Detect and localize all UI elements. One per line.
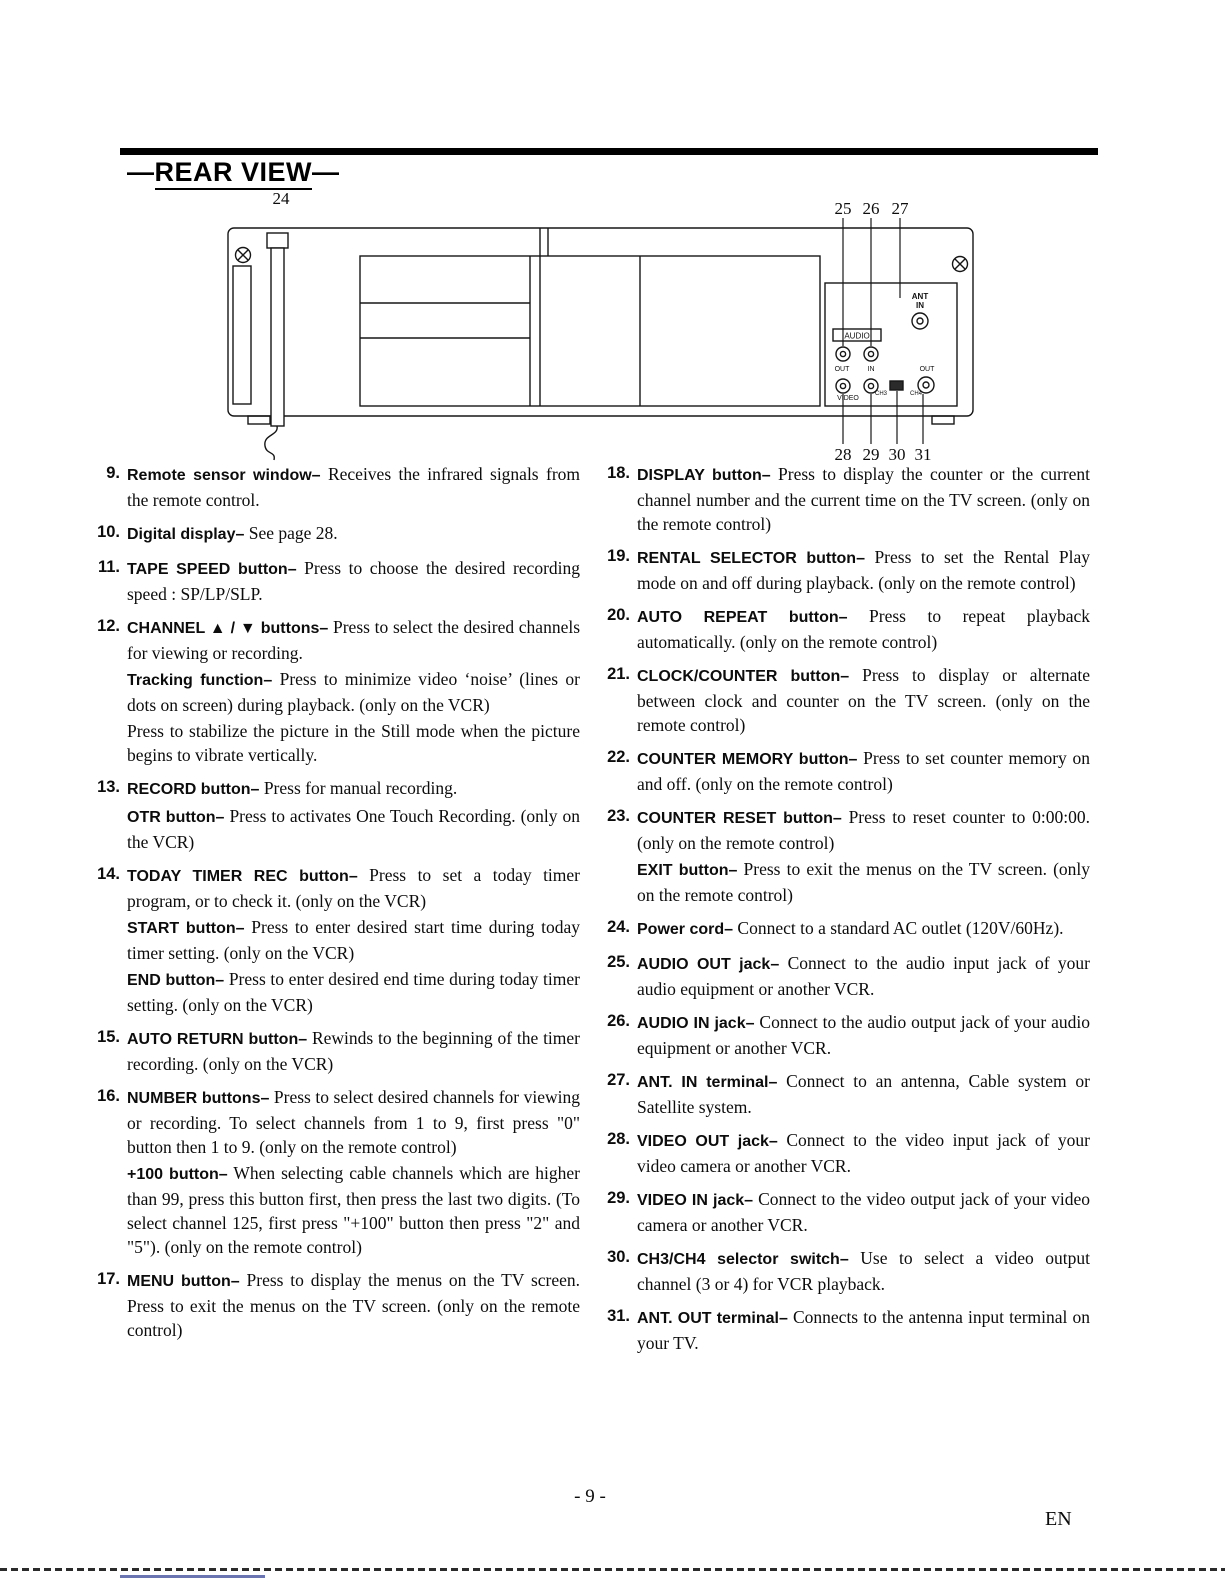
item-text: Receives the infrared signals from the remote control. (127, 464, 581, 510)
item-paragraphs (127, 556, 580, 606)
item-paragraphs (127, 1026, 580, 1076)
item-text: Press to stabilize the picture in the Still mode when the picture begins to vibrate vertically. (127, 721, 580, 765)
item-text: Press to exit the menus on the TV screen. (only on the remote control) (637, 859, 1091, 905)
item-paragraph (637, 1069, 1090, 1119)
item-paragraphs (637, 746, 1090, 796)
item-paragraphs (637, 1010, 1090, 1060)
label-out-right: OUT (919, 366, 935, 373)
item-lead: CH3/CH4 selector switch– (637, 1251, 849, 1268)
item-text: Connect to the audio output jack of your audio equipment or another VCR. (637, 1012, 1091, 1058)
item-paragraphs (637, 1246, 1090, 1296)
item-paragraph (127, 719, 580, 767)
item-lead: OTR button– (127, 809, 225, 826)
ch3-ch4-switch (890, 381, 903, 390)
item-paragraph (127, 776, 580, 802)
item-paragraph (127, 1026, 580, 1076)
item-number: 28. (607, 1130, 630, 1148)
item-paragraph (637, 857, 1090, 907)
item-lead: DISPLAY button– (637, 467, 771, 484)
item-lead: Power cord– (637, 921, 734, 938)
item-paragraphs (127, 615, 580, 767)
item-paragraphs (637, 951, 1090, 1001)
item-paragraphs (637, 1069, 1090, 1119)
item-number: 22. (607, 748, 630, 766)
item-lead: AUTO RETURN button– (127, 1031, 308, 1048)
item-number: 14. (97, 865, 120, 883)
item-paragraph (637, 1246, 1090, 1296)
item-lead: COUNTER MEMORY button– (637, 751, 858, 768)
item-paragraph (127, 667, 580, 717)
item-paragraphs (637, 604, 1090, 654)
left-column (86, 462, 580, 1351)
item-text: Connect to the video output jack of your video camera or another VCR. (637, 1189, 1090, 1235)
item-lead: TODAY TIMER REC button– (127, 868, 358, 885)
item-paragraphs (637, 1187, 1090, 1237)
label-audio: AUDIO (844, 331, 870, 341)
item-lead: COUNTER RESET button– (637, 810, 842, 827)
list-item (596, 805, 1090, 907)
list-item (596, 1128, 1090, 1178)
list-item (86, 615, 580, 767)
callout-26: 26 (862, 199, 880, 218)
item-paragraph (637, 916, 1090, 942)
item-paragraph (637, 604, 1090, 654)
list-item (596, 1305, 1090, 1355)
list-item (596, 951, 1090, 1001)
item-number: 26. (607, 1012, 630, 1030)
item-lead: RENTAL SELECTOR button– (637, 550, 865, 567)
page-number: - 9 - (574, 1486, 606, 1507)
item-text: Press to display the menus on the TV screen. Press to exit the menus on the TV screen. (only on the remote control) (127, 1270, 581, 1340)
list-item (86, 776, 580, 854)
language-marker: EN (1045, 1508, 1072, 1530)
item-paragraph (127, 967, 580, 1017)
item-paragraph (637, 462, 1090, 536)
item-paragraphs (127, 863, 580, 1017)
item-text: Connect to the video input jack of your video camera or another VCR. (637, 1130, 1091, 1176)
item-number: 13. (97, 778, 120, 796)
item-number: 18. (607, 464, 630, 482)
list-item (596, 916, 1090, 942)
list-item (596, 746, 1090, 796)
item-lead: MENU button– (127, 1273, 240, 1290)
item-text: Press to select the desired channels for viewing or recording. (127, 617, 581, 663)
item-text: See page 28. (248, 523, 338, 543)
list-item (86, 1026, 580, 1076)
item-lead: END button– (127, 972, 225, 989)
power-cord (265, 233, 288, 460)
item-paragraph (127, 1268, 580, 1342)
callout-29: 29 (862, 445, 880, 464)
item-paragraph (637, 746, 1090, 796)
label-audio-in: IN (867, 366, 875, 373)
callout-30: 30 (888, 445, 906, 464)
item-paragraph (127, 615, 580, 665)
item-lead: Remote sensor window– (127, 467, 321, 484)
callout-24: 24 (272, 189, 290, 208)
item-text: Press to repeat playback automatically. (only on the remote control) (637, 606, 1091, 652)
item-text: Press to choose the desired recording speed : SP/LP/SLP. (127, 558, 581, 604)
label-ant: ANT (911, 292, 929, 301)
list-item (596, 1246, 1090, 1296)
item-lead: NUMBER buttons– (127, 1090, 270, 1107)
right-column (596, 462, 1090, 1364)
item-text: Press to reset counter to 0:00:00. (only on the remote control) (637, 807, 1090, 853)
list-item (86, 1268, 580, 1342)
item-lead: VIDEO IN jack– (637, 1192, 754, 1209)
item-paragraphs (637, 462, 1090, 536)
item-text: Press to set a today timer program, or to check it. (only on the VCR) (127, 865, 580, 911)
item-paragraphs (637, 663, 1090, 737)
item-paragraphs (637, 545, 1090, 595)
item-paragraphs (637, 916, 1090, 942)
callout-27: 27 (891, 199, 909, 218)
rear-view-diagram (120, 188, 1000, 470)
label-ant-in: IN (916, 301, 924, 310)
item-text: Use to select a video output channel (3 or 4) for VCR playback. (637, 1248, 1091, 1294)
item-text: Connect to a standard AC outlet (120V/60Hz). (737, 918, 1064, 938)
bottom-left-mark (120, 1575, 265, 1578)
item-lead: VIDEO OUT jack– (637, 1133, 778, 1150)
item-number: 25. (607, 953, 630, 971)
screw-left-icon (236, 248, 251, 263)
item-paragraph (637, 545, 1090, 595)
video-out-jack (836, 379, 850, 393)
list-item (86, 521, 580, 547)
item-number: 11. (97, 558, 120, 576)
item-lead: START button– (127, 920, 245, 937)
item-paragraph (637, 951, 1090, 1001)
section-title (127, 157, 340, 188)
title-dash-left: — (127, 157, 155, 187)
item-number: 24. (607, 918, 630, 936)
ant-in-connector (912, 313, 928, 329)
item-number: 10. (97, 523, 120, 541)
title-text: REAR VIEW (155, 157, 313, 190)
item-text: Press to enter desired start time during today timer setting. (only on the VCR) (127, 917, 581, 963)
item-lead: CLOCK/COUNTER button– (637, 668, 850, 685)
label-video: VIDEO (837, 395, 859, 402)
item-paragraphs (127, 1268, 580, 1342)
item-paragraph (127, 556, 580, 606)
item-paragraph (127, 863, 580, 913)
callout-31: 31 (914, 445, 932, 464)
item-paragraphs (637, 1128, 1090, 1178)
item-paragraph (637, 663, 1090, 737)
item-text: Press for manual recording. (263, 778, 458, 798)
item-paragraph (127, 462, 580, 512)
item-lead: EXIT button– (637, 862, 738, 879)
item-text: Press to enter desired end time during today timer setting. (only on the VCR) (127, 969, 580, 1015)
item-text: Connects to the antenna input terminal on your TV. (637, 1307, 1091, 1353)
label-ch4: CH4 (909, 391, 923, 397)
item-paragraph (637, 1128, 1090, 1178)
item-paragraphs (127, 1085, 580, 1259)
item-number: 20. (607, 606, 630, 624)
item-text: Press to display or alternate between clock and counter on the TV screen. (only on the remote control) (637, 665, 1090, 735)
item-lead: AUTO REPEAT button– (637, 609, 848, 626)
label-audio-out: OUT (834, 366, 850, 373)
item-paragraphs (127, 776, 580, 854)
item-text: Press to set counter memory on and off. (only on the remote control) (637, 748, 1091, 794)
item-number: 12. (97, 617, 120, 635)
audio-in-jack (864, 347, 878, 361)
item-number: 23. (607, 807, 630, 825)
item-lead: TAPE SPEED button– (127, 561, 297, 578)
item-paragraph (127, 1161, 580, 1259)
item-text: Press to minimize video ‘noise’ (lines or dots on screen) during playback. (only on the VCR) (127, 669, 581, 715)
item-lead: RECORD button– (127, 781, 260, 798)
item-lead: Digital display– (127, 526, 245, 543)
item-lead: ANT. OUT terminal– (637, 1310, 788, 1327)
item-lead: ANT. IN terminal– (637, 1074, 778, 1091)
item-number: 15. (97, 1028, 120, 1046)
item-text: Rewinds to the beginning of the timer recording. (only on the VCR) (127, 1028, 581, 1074)
item-paragraph (637, 1010, 1090, 1060)
item-number: 30. (607, 1248, 630, 1266)
item-lead: CHANNEL ▲ / ▼ buttons– (127, 620, 329, 637)
item-number: 19. (607, 547, 630, 565)
top-rule (120, 148, 1098, 155)
bottom-edge-line (0, 1568, 1225, 1571)
list-item (596, 1187, 1090, 1237)
item-number: 31. (607, 1307, 630, 1325)
item-paragraphs (637, 1305, 1090, 1355)
list-item (86, 462, 580, 512)
item-number: 29. (607, 1189, 630, 1207)
item-number: 27. (607, 1071, 630, 1089)
item-text: Press to select desired channels for viewing or recording. To select channels from 1 to 9, first press "0" button then 1 to 9. (only on the remote control) (127, 1087, 580, 1157)
item-paragraphs (127, 462, 580, 512)
item-text: Connect to an antenna, Cable system or Satellite system. (637, 1071, 1091, 1117)
list-item (596, 1069, 1090, 1119)
panel-left-strip (233, 266, 251, 404)
item-lead: AUDIO IN jack– (637, 1015, 755, 1032)
item-paragraph (637, 1187, 1090, 1237)
list-item (596, 604, 1090, 654)
item-paragraphs (127, 521, 580, 547)
panel-foot-right (932, 416, 954, 424)
item-number: 21. (607, 665, 630, 683)
list-item (596, 545, 1090, 595)
list-item (596, 663, 1090, 737)
item-text: Press to set the Rental Play mode on and off during playback. (only on the remote control) (637, 547, 1090, 593)
item-paragraphs (637, 805, 1090, 907)
item-lead: Tracking function– (127, 672, 273, 689)
list-item (86, 1085, 580, 1259)
item-paragraph (127, 804, 580, 854)
callout-25: 25 (834, 199, 852, 218)
list-item (596, 462, 1090, 536)
item-number: 9. (106, 464, 120, 482)
item-text: Connect to the audio input jack of your audio equipment or another VCR. (637, 953, 1091, 999)
item-paragraph (637, 805, 1090, 855)
item-paragraph (637, 1305, 1090, 1355)
item-lead: +100 button– (127, 1166, 228, 1183)
list-item (86, 863, 580, 1017)
audio-out-jack (836, 347, 850, 361)
list-item (86, 556, 580, 606)
item-paragraph (127, 1085, 580, 1159)
item-paragraph (127, 521, 580, 547)
screw-right-icon (953, 257, 968, 272)
title-dash-right: — (312, 157, 340, 187)
callout-28: 28 (834, 445, 852, 464)
item-text: When selecting cable channels which are higher than 99, press this button first, then press the last two digits. (To select channel 125, first press "+100" button then press "2" and "5"). (only on the remote control) (127, 1163, 581, 1257)
item-text: Press to display the counter or the current channel number and the current time on the TV screen. (only on the remote control) (637, 464, 1090, 534)
item-paragraph (127, 915, 580, 965)
list-item (596, 1010, 1090, 1060)
panel-foot-left (248, 416, 270, 424)
item-number: 16. (97, 1087, 120, 1105)
item-lead: AUDIO OUT jack– (637, 956, 780, 973)
panel-middle-section (360, 256, 820, 406)
item-number: 17. (97, 1270, 120, 1288)
item-text: Press to activates One Touch Recording. (only on the VCR) (127, 806, 581, 852)
label-ch3: CH3 (874, 391, 888, 397)
